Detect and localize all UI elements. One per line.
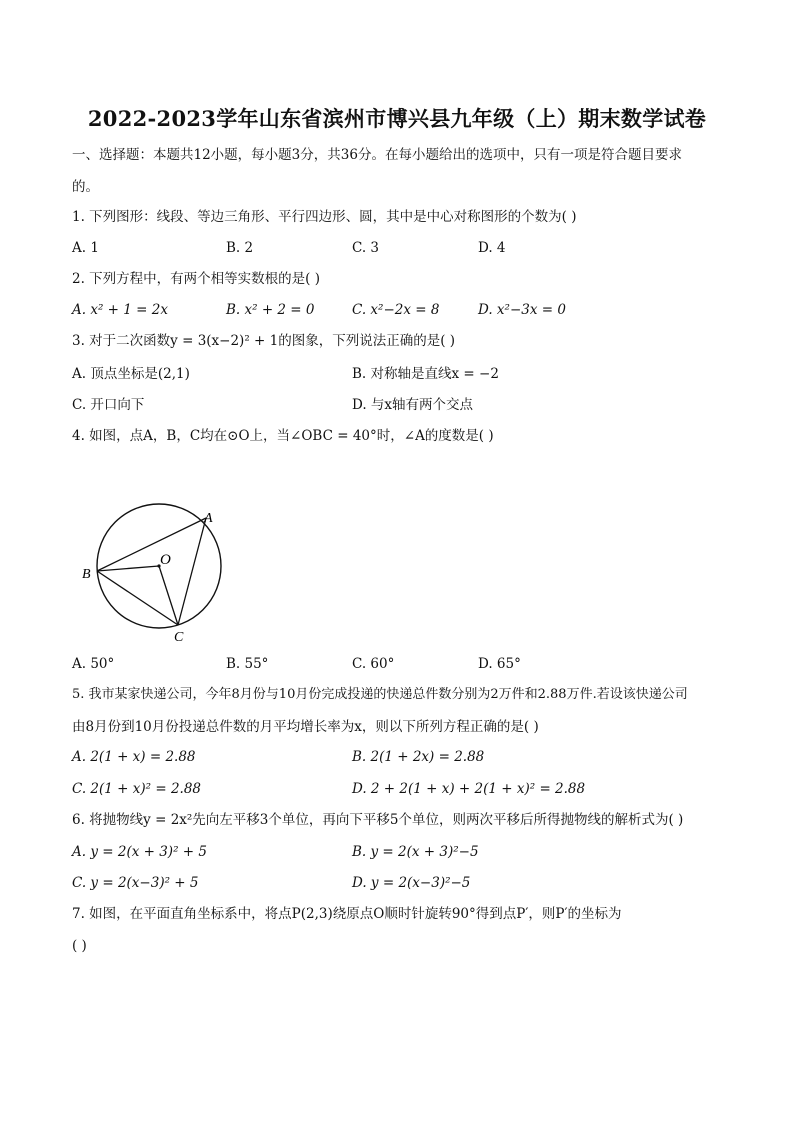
q2-option-c: C. x²−2x = 8 <box>352 302 440 318</box>
q7-stem-paren: ( ) <box>72 938 87 954</box>
section-instruction-line2: 的。 <box>72 179 99 195</box>
q1-option-c: C. 3 <box>352 240 380 256</box>
q5-option-c: C. 2(1 + x)² = 2.88 <box>72 781 202 797</box>
section-instruction-line1: 一、选择题：本题共12小题，每小题3分，共36分。在每小题给出的选项中，只有一项是符合题目要求 <box>72 147 682 163</box>
q6-option-d: D. y = 2(x−3)²−5 <box>352 875 471 891</box>
q5-option-a: A. 2(1 + x) = 2.88 <box>72 749 196 765</box>
q3-option-b: B. 对称轴是直线x = −2 <box>352 366 499 382</box>
segment-ac <box>178 518 206 625</box>
q5-option-b: B. 2(1 + 2x) = 2.88 <box>352 749 485 765</box>
label-c: C <box>174 630 184 645</box>
q7-stem: 7. 如图，在平面直角坐标系中，将点P(2,3)绕原点O顺时针旋转90°得到点P′，则P′的坐标为 <box>72 906 622 922</box>
q2-option-d: D. x²−3x = 0 <box>478 302 566 318</box>
q4-stem: 4. 如图，点A，B，C均在⊙O上，当∠OBC = 40°时，∠A的度数是( ) <box>72 428 494 444</box>
q2-option-b: B. x² + 2 = 0 <box>226 302 315 318</box>
q2-stem: 2. 下列方程中，有两个相等实数根的是( ) <box>72 271 320 287</box>
q3-stem: 3. 对于二次函数y = 3(x−2)² + 1的图象，下列说法正确的是( ) <box>72 333 456 349</box>
q1-option-a: A. 1 <box>72 240 99 256</box>
q4-option-d: D. 65° <box>478 656 521 672</box>
label-a: A <box>204 511 213 526</box>
q6-option-a: A. y = 2(x + 3)² + 5 <box>72 844 207 860</box>
q4-option-a: A. 50° <box>72 656 115 672</box>
q3-option-d: D. 与x轴有两个交点 <box>352 397 474 413</box>
q4-option-b: B. 55° <box>226 656 269 672</box>
q5-option-d: D. 2 + 2(1 + x) + 2(1 + x)² = 2.88 <box>352 781 586 797</box>
segment-ba <box>97 518 206 571</box>
q6-option-b: B. y = 2(x + 3)²−5 <box>352 844 479 860</box>
circle-figure <box>76 498 236 646</box>
page-title: 2022-2023学年山东省滨州市博兴县九年级（上）期末数学试卷 <box>87 106 707 131</box>
q4-option-c: C. 60° <box>352 656 395 672</box>
label-b: B <box>82 567 91 582</box>
q5-stem-line1: 5. 我市某家快递公司，今年8月份与10月份完成投递的快递总件数分别为2万件和2.88万件.若设该快递公司 <box>72 687 688 702</box>
q6-option-c: C. y = 2(x−3)² + 5 <box>72 875 199 891</box>
segment-bc <box>97 571 178 625</box>
q6-stem: 6. 将抛物线y = 2x²先向左平移3个单位，再向下平移5个单位，则两次平移后所得抛物线的解析式为( ) <box>72 812 684 828</box>
segment-oc <box>159 566 178 625</box>
q3-option-c: C. 开口向下 <box>72 397 145 413</box>
q3-option-a: A. 顶点坐标是(2,1) <box>72 366 190 382</box>
q5-stem-line2: 由8月份到10月份投递总件数的月平均增长率为x，则以下所列方程正确的是( ) <box>72 719 539 735</box>
q2-option-a: A. x² + 1 = 2x <box>72 302 168 318</box>
q1-option-d: D. 4 <box>478 240 506 256</box>
label-o: O <box>160 552 171 568</box>
q1-stem: 1. 下列图形：线段、等边三角形、平行四边形、圆，其中是中心对称图形的个数为( ) <box>72 209 577 225</box>
q1-option-b: B. 2 <box>226 240 254 256</box>
